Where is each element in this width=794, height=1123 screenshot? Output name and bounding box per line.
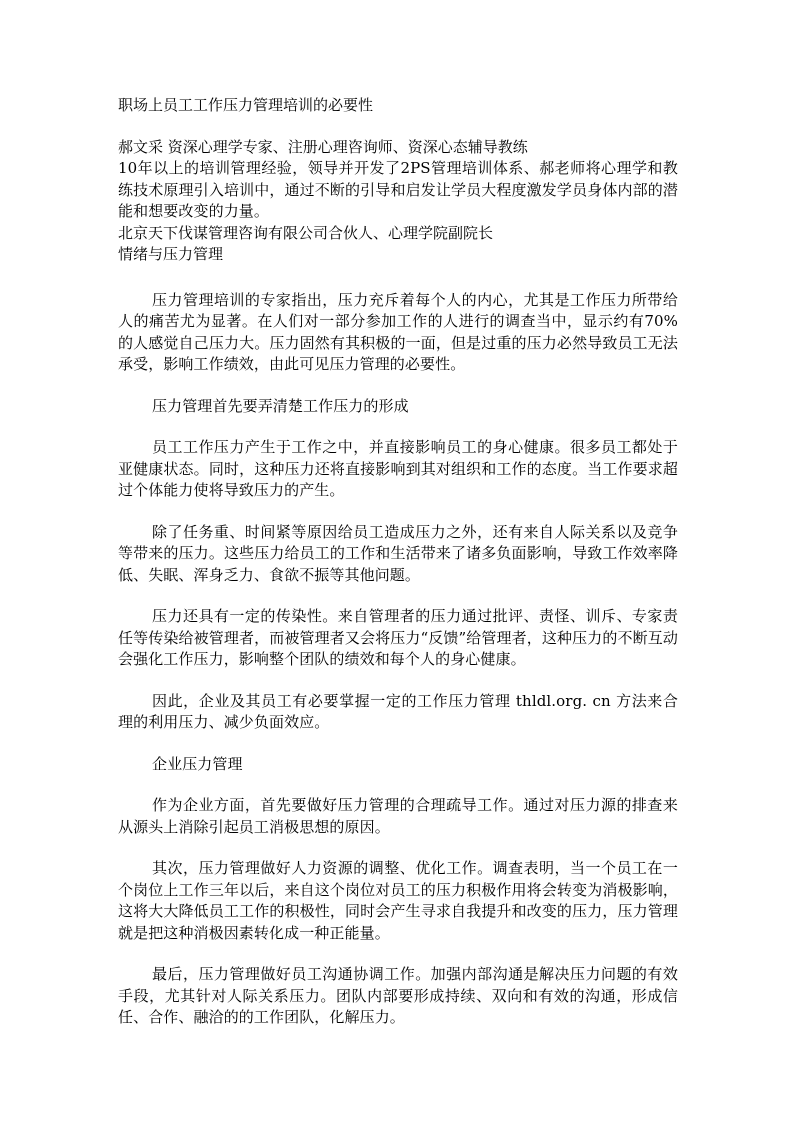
document-title: 职场上员工工作压力管理培训的必要性 [118, 96, 374, 114]
section-heading-1: 压力管理首先要弄清楚工作压力的形成 [152, 396, 409, 415]
document-page [118, 95, 678, 1029]
paragraph-7: 其次，压力管理做好人力资源的调整、优化工作。调查表明，当一个员工在一个岗位上工作三年以后，来自这个岗位对员工的压力积极作用将会转变为消极影响，这将大大降低员工工作的积极性，同时会产生寻求自我提升和改变的压力，压力管理就是把这种消极因素转化成一种正能量。 [118, 859, 678, 942]
author-company-line: 北京天下伐谋管理咨询有限公司合伙人、心理学院副院长 [118, 223, 494, 242]
paragraph-6: 作为企业方面，首先要做好压力管理的合理疏导工作。通过对压力源的排查来从源头上消除引起员工消极思想的原因。 [118, 796, 678, 836]
course-name-line: 情绪与压力管理 [118, 245, 224, 263]
paragraph-8: 最后，压力管理做好员工沟通协调工作。加强内部沟通是解决压力问题的有效手段，尤其针对人际关系压力。团队内部要形成持续、双向和有效的沟通，形成信任、合作、融洽的的工作团队，化解压力。 [118, 965, 678, 1026]
author-name-line: 郝文采 资深心理学专家、注册心理咨询师、资深心态辅导教练 [118, 137, 528, 156]
paragraph-5: 因此，企业及其员工有必要掌握一定的工作压力管理 thldl.org. cn 方法来合理的利用压力、减少负面效应。 [118, 691, 678, 731]
paragraph-4: 压力还具有一定的传染性。来自管理者的压力通过批评、责怪、训斥、专家责任等传染给被管理者，而被管理者又会将压力“反馈”给管理者，这种压力的不断互动会强化工作压力，影响整个团队的绩效和每个人的身心健康。 [118, 607, 678, 668]
paragraph-1: 压力管理培训的专家指出，压力充斥着每个人的内心，尤其是工作压力所带给人的痛苦尤为显著。在人们对一部分参加工作的人进行的调查当中，显示约有70%的人感觉自己压力大。压力固然有其积极的一面，但是过重的压力必然导致员工无法承受，影响工作绩效，由此可见压力管理的必要性。 [118, 290, 678, 373]
author-bio-line: 10年以上的培训管理经验，领导并开发了2PS管理培训体系、郝老师将心理学和教练技术原理引入培训中，通过不断的引导和启发让学员大程度激发学员身体内部的潜能和想要改变的力量。 [118, 159, 678, 220]
paragraph-3: 除了任务重、时间紧等原因给员工造成压力之外，还有来自人际关系以及竞争等带来的压力。这些压力给员工的工作和生活带来了诸多负面影响，导致工作效率降低、失眠、浑身乏力、食欲不振等其他问题。 [118, 522, 678, 584]
section-heading-2: 企业压力管理 [152, 754, 243, 773]
paragraph-2: 员工工作压力产生于工作之中，并直接影响员工的身心健康。很多员工都处于亚健康状态。同时，这种压力还将直接影响到其对组织和工作的态度。当工作要求超过个体能力使将导致压力的产生。 [118, 438, 678, 499]
